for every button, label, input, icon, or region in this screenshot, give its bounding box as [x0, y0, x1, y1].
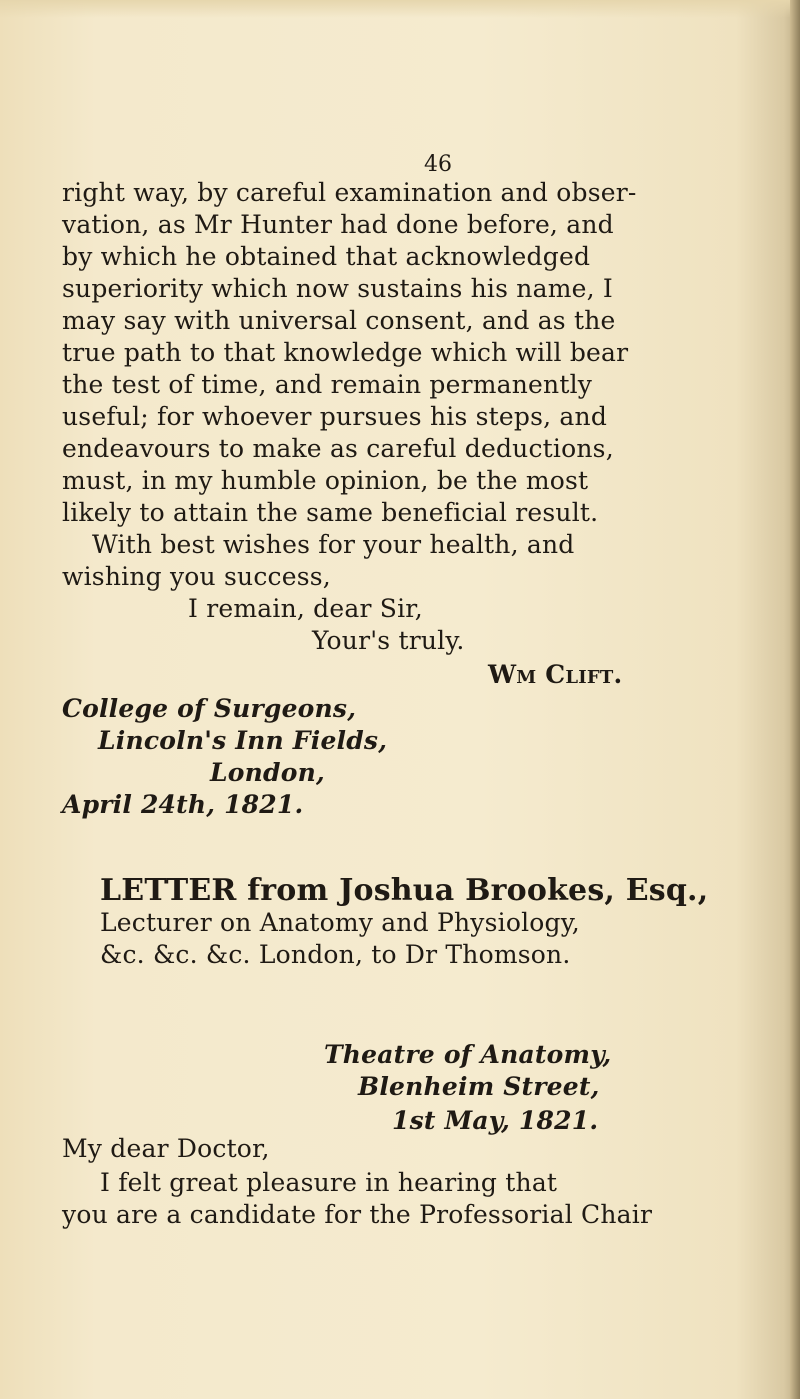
- page-number: 46: [424, 152, 452, 177]
- address-line: Blenheim Street,: [358, 1072, 600, 1101]
- address-line: Theatre of Anatomy,: [324, 1040, 612, 1069]
- letter-date: 1st May, 1821.: [392, 1106, 599, 1135]
- body-line: may say with universal consent, and as the: [62, 306, 616, 335]
- address-line: London,: [210, 758, 325, 787]
- signature: Wm Clift.: [488, 660, 623, 689]
- body-line: I felt great pleasure in hearing that: [100, 1168, 558, 1197]
- body-line: by which he obtained that acknowledged: [62, 242, 591, 271]
- address-line: Lincoln's Inn Fields,: [98, 726, 388, 755]
- body-line: With best wishes for your health, and: [92, 530, 575, 559]
- address-line: College of Surgeons,: [62, 694, 357, 723]
- page-top-shadow: [0, 0, 800, 18]
- salutation: My dear Doctor,: [62, 1134, 270, 1163]
- body-line: endeavours to make as careful deductions,: [62, 434, 614, 463]
- heading-line: [100, 873, 709, 908]
- body-line: true path to that knowledge which will bear: [62, 338, 629, 367]
- heading-line: Lecturer on Anatomy and Physiology,: [100, 908, 580, 937]
- body-line: vation, as Mr Hunter had done before, and: [62, 210, 614, 239]
- closing-truly: Your's truly.: [312, 626, 465, 655]
- page-edge: [790, 0, 800, 1399]
- body-line: likely to attain the same beneficial result.: [62, 498, 599, 527]
- body-line: wishing you success,: [62, 562, 331, 591]
- body-line: right way, by careful examination and obser-: [62, 178, 637, 207]
- heading-line-text: LETTER from Joshua Brookes, Esq.,: [100, 873, 709, 908]
- body-line: useful; for whoever pursues his steps, and: [62, 402, 608, 431]
- closing-remain: I remain, dear Sir,: [188, 594, 423, 623]
- body-line: superiority which now sustains his name, I: [62, 274, 613, 303]
- letter-date: April 24th, 1821.: [62, 790, 304, 819]
- body-line: the test of time, and remain permanently: [62, 370, 593, 399]
- body-line: must, in my humble opinion, be the most: [62, 466, 589, 495]
- heading-line: &c. &c. &c. London, to Dr Thomson.: [100, 940, 571, 969]
- body-line: you are a candidate for the Professorial Chair: [62, 1200, 653, 1229]
